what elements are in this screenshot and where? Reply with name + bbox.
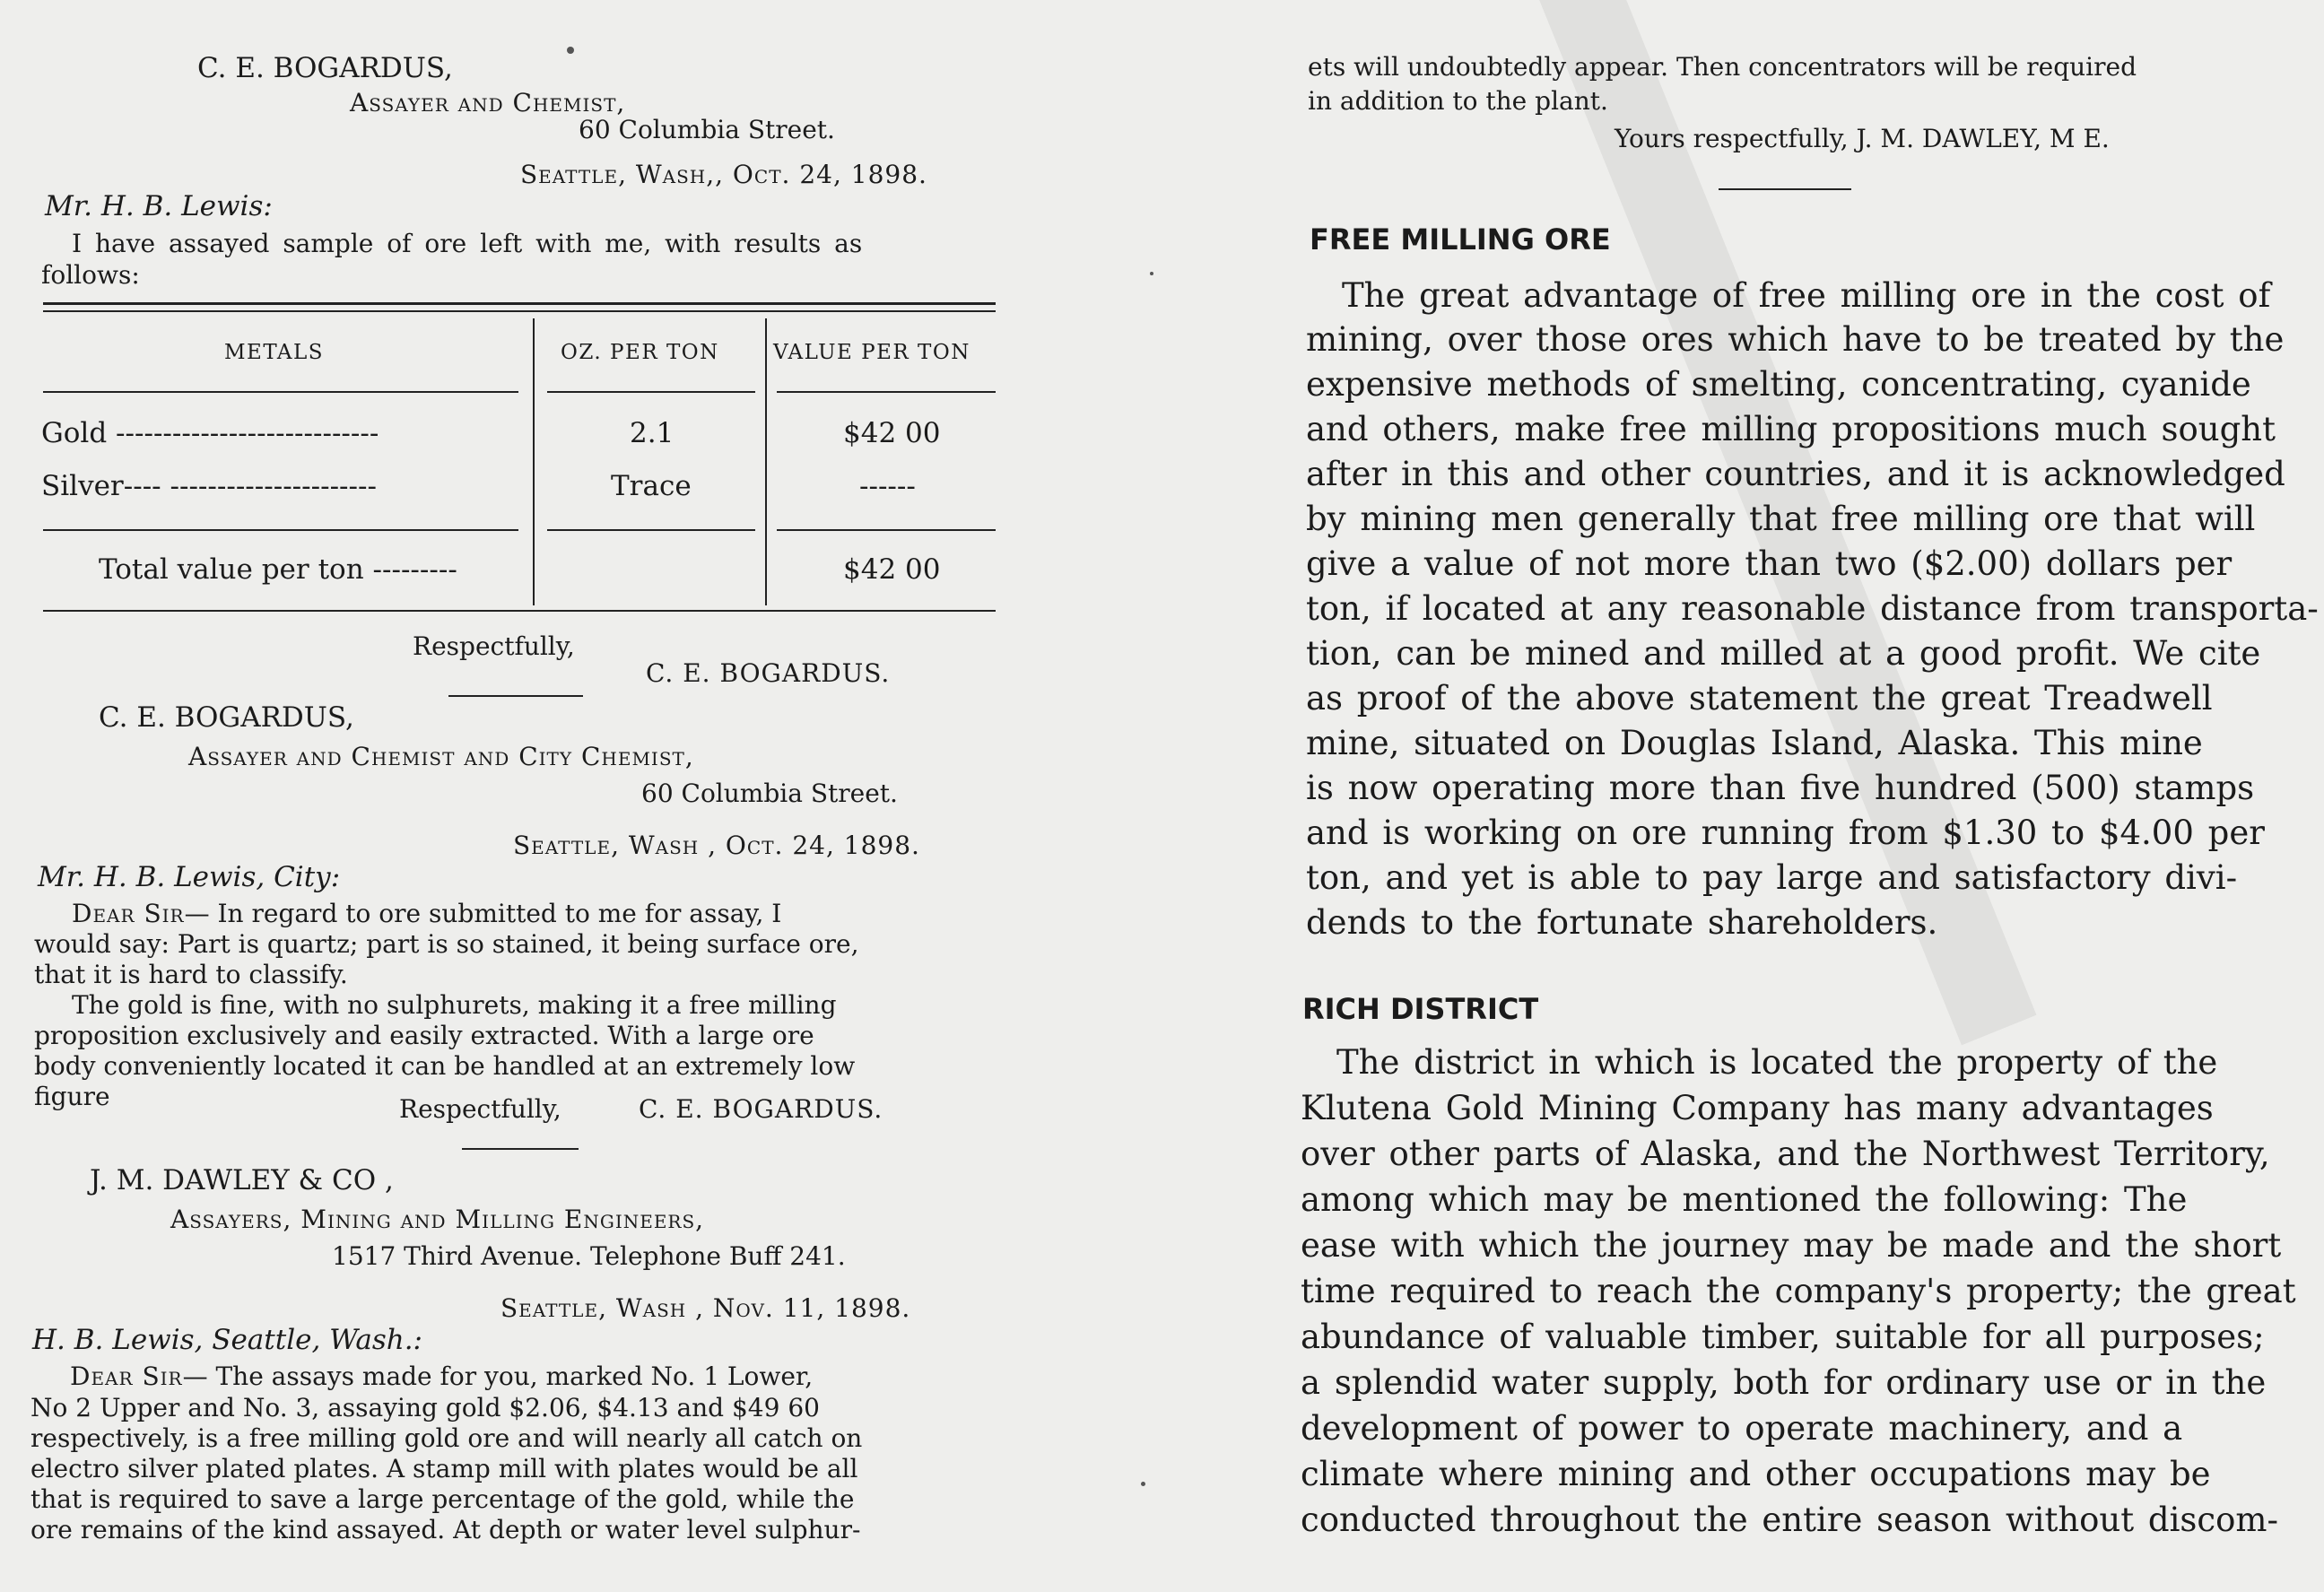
section-heading-free-milling: FREE MILLING ORE [1310, 222, 1611, 257]
table-total-label: Total value per ton --------- [99, 553, 457, 586]
section2-line-2: Klutena Gold Mining Company has many advantages [1301, 1089, 2214, 1127]
letter2-title: Assayer and Chemist and City Chemist, [188, 742, 694, 771]
letter2-line-6: body conveniently located it can be handled at an extremely low [34, 1051, 856, 1081]
letter2-place-date: Seattle, Wash , Oct. 24, 1898. [513, 831, 920, 860]
letter3-line-1: Dear Sir— The assays made for you, marked No. 1 Lower, [70, 1361, 814, 1391]
section1-line-12: is now operating more than five hundred (500) stamps [1306, 769, 2255, 807]
table-header-metals: METALS [224, 341, 325, 364]
section1-line-2: mining, over those ores which have to be treated by the [1306, 320, 2285, 359]
table-row-gold-value: $42 00 [843, 417, 941, 449]
letter1-salutation: Mr. H. B. Lewis: [45, 190, 273, 222]
section2-line-6: time required to reach the company's property; the great [1301, 1272, 2296, 1310]
table-row-silver-value: ------ [859, 470, 916, 502]
table-total-value: $42 00 [843, 553, 941, 586]
print-speck [1141, 1482, 1145, 1486]
section1-line-3: expensive methods of smelting, concentrating, cyanide [1306, 365, 2251, 404]
section1-line-13: and is working on ore running from $1.30 to $4.00 per [1306, 813, 2265, 852]
table-row-silver-oz: Trace [611, 470, 692, 502]
letter2-signature: C. E. BOGARDUS. [639, 1094, 883, 1124]
letter3-title: Assayers, Mining and Milling Engineers, [170, 1205, 705, 1234]
section1-line-1: The great advantage of free milling ore in the cost of [1342, 276, 2271, 315]
section2-line-8: a splendid water supply, both for ordinary use or in the [1301, 1363, 2267, 1402]
letter3-line-6: ore remains of the kind assayed. At depth or water level sulphur- [30, 1515, 861, 1544]
section-heading-rich-district: RICH DISTRICT [1302, 992, 1539, 1026]
section2-line-7: abundance of valuable timber, suitable for all purposes; [1301, 1318, 2265, 1356]
letter2-address: 60 Columbia Street. [641, 779, 898, 808]
divider [462, 1148, 579, 1150]
letter2-line-4: The gold is fine, with no sulphurets, making it a free milling [72, 990, 837, 1020]
section1-line-7: give a value of not more than two ($2.00) dollars per [1306, 544, 2233, 583]
table-header-value: VALUE PER TON [773, 341, 971, 364]
letter1-address: 60 Columbia Street. [579, 115, 835, 144]
letter2-line-1: Dear Sir— In regard to ore submitted to me for assay, I [72, 899, 782, 928]
right-page [1274, 0, 2324, 1592]
letter1-intro-1: I have assayed sample of ore left with me, with results as [72, 229, 863, 258]
letter3-line-4: electro silver plated plates. A stamp mill with plates would be all [30, 1454, 858, 1483]
table-row-silver-metal: Silver---- ---------------------- [41, 470, 377, 502]
section1-line-14: ton, and yet is able to pay large and satisfactory divi- [1306, 858, 2238, 897]
section2-line-11: conducted throughout the entire season without discom- [1301, 1501, 2278, 1539]
letter2-name: C. E. BOGARDUS, [99, 701, 354, 734]
table-row-gold-oz: 2.1 [630, 417, 675, 449]
letter2-salutation: Mr. H. B. Lewis, City: [38, 861, 341, 893]
letter1-name: C. E. BOGARDUS, [197, 52, 453, 84]
letter3-name: J. M. DAWLEY & CO , [90, 1164, 394, 1196]
letter2-closing: Respectfully, [399, 1094, 561, 1124]
section2-line-3: over other parts of Alaska, and the Northwest Territory, [1301, 1135, 2270, 1173]
section2-line-9: development of power to operate machinery, and a [1301, 1409, 2183, 1448]
left-page [0, 0, 1031, 1592]
letter2-line-7: figure [34, 1082, 110, 1111]
signoff: Yours respectfully, J. M. DAWLEY, M E. [1615, 124, 2110, 153]
section1-line-9: tion, can be mined and milled at a good profit. We cite [1306, 634, 2261, 673]
section1-line-11: mine, situated on Douglas Island, Alaska. This mine [1306, 724, 2203, 762]
print-speck [567, 47, 574, 54]
letter3-address: 1517 Third Avenue. Telephone Buff 241. [332, 1241, 846, 1271]
section2-line-5: ease with which the journey may be made and the short [1301, 1226, 2282, 1265]
table-row-gold-metal: Gold ---------------------------- [41, 417, 379, 449]
section1-line-8: ton, if located at any reasonable distance from transporta- [1306, 589, 2319, 628]
letter3-salutation: H. B. Lewis, Seattle, Wash.: [32, 1324, 422, 1356]
section1-line-10: as proof of the above statement the great Treadwell [1306, 679, 2213, 718]
letter3-place-date: Seattle, Wash , Nov. 11, 1898. [500, 1293, 911, 1323]
section1-line-5: after in this and other countries, and it is acknowledged [1306, 455, 2285, 493]
letter1-closing: Respectfully, [413, 631, 575, 661]
continuation-line-2: in addition to the plant. [1308, 86, 1608, 116]
letter3-line-3: respectively, is a free milling gold ore and will nearly all catch on [30, 1423, 863, 1453]
letter2-line-3: that it is hard to classify. [34, 960, 348, 989]
letter3-line-5: that is required to save a large percentage of the gold, while the [30, 1484, 855, 1514]
letter1-title: Assayer and Chemist, [350, 88, 626, 117]
print-speck [1150, 272, 1153, 275]
continuation-line-1: ets will undoubtedly appear. Then concentrators will be required [1308, 52, 2137, 82]
letter1-signature: C. E. BOGARDUS. [646, 658, 891, 688]
letter1-intro-2: follows: [41, 260, 140, 290]
section2-line-4: among which may be mentioned the following: The [1301, 1180, 2188, 1219]
letter2-line-5: proposition exclusively and easily extracted. With a large ore [34, 1021, 814, 1050]
letter2-line-2: would say: Part is quartz; part is so stained, it being surface ore, [34, 929, 859, 959]
section2-line-1: The district in which is located the property of the [1336, 1043, 2218, 1082]
section1-line-6: by mining men generally that free milling ore that will [1306, 500, 2256, 538]
divider [1719, 188, 1851, 190]
section1-line-4: and others, make free milling propositions much sought [1306, 410, 2276, 448]
letter1-place-date: Seattle, Wash,, Oct. 24, 1898. [520, 160, 927, 189]
section2-line-10: climate where mining and other occupations may be [1301, 1455, 2211, 1493]
letter3-line-2: No 2 Upper and No. 3, assaying gold $2.06, $4.13 and $49 60 [30, 1393, 820, 1422]
table-header-oz: OZ. PER TON [561, 341, 719, 364]
divider [448, 695, 583, 697]
section1-line-15: dends to the fortunate shareholders. [1306, 903, 1938, 942]
